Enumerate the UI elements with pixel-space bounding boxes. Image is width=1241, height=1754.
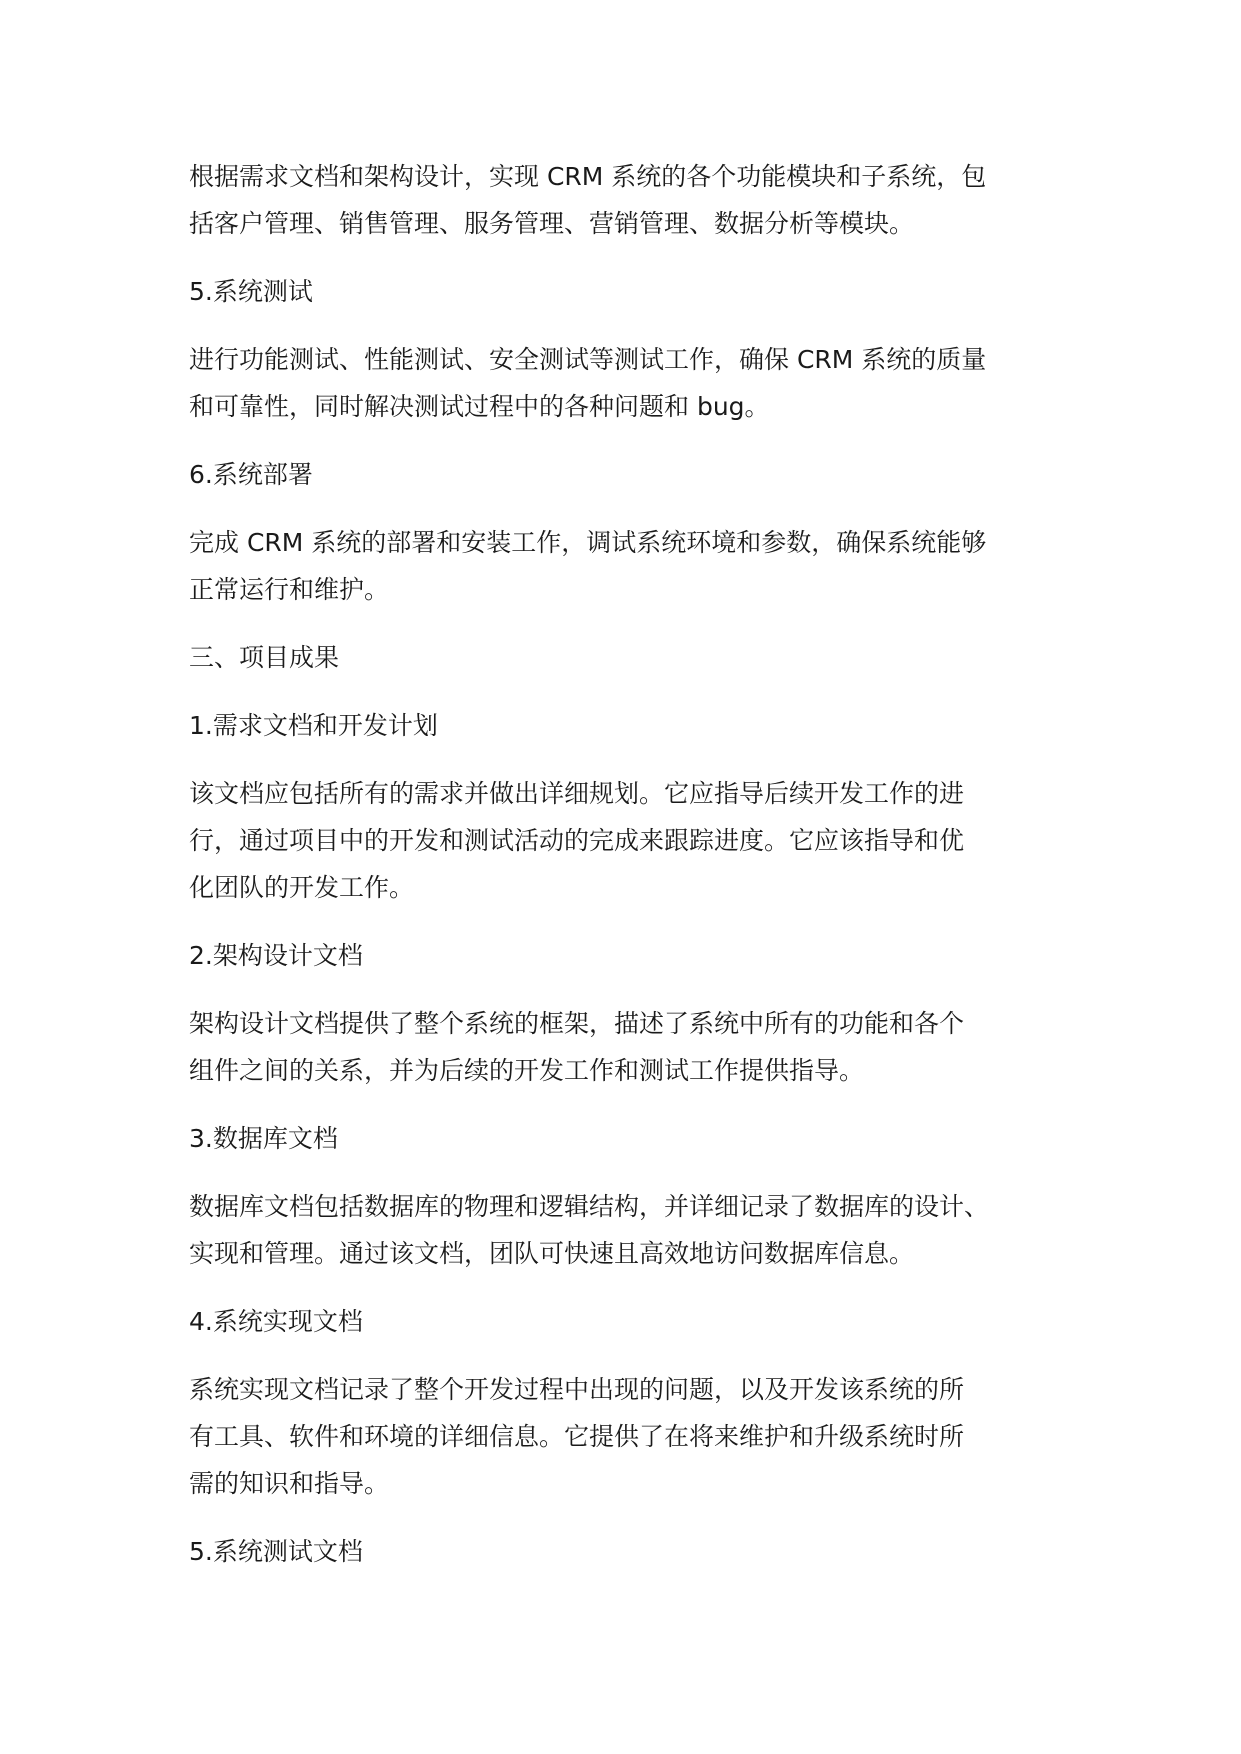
paragraph-implementation-doc <box>189 1366 1079 1507</box>
heading-test-doc: 5.系统测试文档 <box>189 1537 363 1566</box>
paragraph-database <box>189 1183 1079 1277</box>
paragraph-line: 进行功能测试、性能测试、安全测试等测试工作，确保 CRM 系统的质量 <box>189 345 987 374</box>
paragraph-line: 化团队的开发工作。 <box>189 873 415 902</box>
paragraph-line: 括客户管理、销售管理、服务管理、营销管理、数据分析等模块。 <box>189 209 915 238</box>
heading-implementation-doc: 4.系统实现文档 <box>189 1307 363 1336</box>
paragraph-line: 完成 CRM 系统的部署和安装工作，调试系统环境和参数，确保系统能够 <box>189 528 987 557</box>
paragraph-line: 数据库文档包括数据库的物理和逻辑结构，并详细记录了数据库的设计、 <box>189 1192 990 1221</box>
paragraph-testing <box>189 336 1079 430</box>
heading-architecture-doc: 2.架构设计文档 <box>189 941 363 970</box>
paragraph-line: 实现和管理。通过该文档，团队可快速且高效地访问数据库信息。 <box>189 1239 915 1268</box>
paragraph-line: 正常运行和维护。 <box>189 575 390 604</box>
paragraph-requirements <box>189 770 1079 911</box>
heading-system-testing: 5.系统测试 <box>189 277 313 306</box>
paragraph-line: 架构设计文档提供了整个系统的框架，描述了系统中所有的功能和各个 <box>189 1009 965 1038</box>
paragraph-architecture <box>189 1000 1079 1094</box>
paragraph-line: 系统实现文档记录了整个开发过程中出现的问题，以及开发该系统的所 <box>189 1375 965 1404</box>
paragraph-line: 行，通过项目中的开发和测试活动的完成来跟踪进度。它应该指导和优 <box>189 826 965 855</box>
heading-system-deployment: 6.系统部署 <box>189 460 313 489</box>
paragraph-line: 根据需求文档和架构设计，实现 CRM 系统的各个功能模块和子系统，包 <box>189 162 987 191</box>
paragraph-deployment <box>189 519 1079 613</box>
paragraph-line: 该文档应包括所有的需求并做出详细规划。它应指导后续开发工作的进 <box>189 779 965 808</box>
heading-project-results: 三、项目成果 <box>189 643 340 672</box>
heading-requirements-doc: 1.需求文档和开发计划 <box>189 711 438 740</box>
document-body <box>189 153 1079 1575</box>
paragraph-line: 组件之间的关系，并为后续的开发工作和测试工作提供指导。 <box>189 1056 865 1085</box>
paragraph-line: 有工具、软件和环境的详细信息。它提供了在将来维护和升级系统时所 <box>189 1422 965 1451</box>
heading-database-doc: 3.数据库文档 <box>189 1124 338 1153</box>
paragraph-line: 和可靠性，同时解决测试过程中的各种问题和 bug。 <box>189 392 770 421</box>
paragraph-line: 需的知识和指导。 <box>189 1469 390 1498</box>
paragraph-implementation <box>189 153 1079 247</box>
